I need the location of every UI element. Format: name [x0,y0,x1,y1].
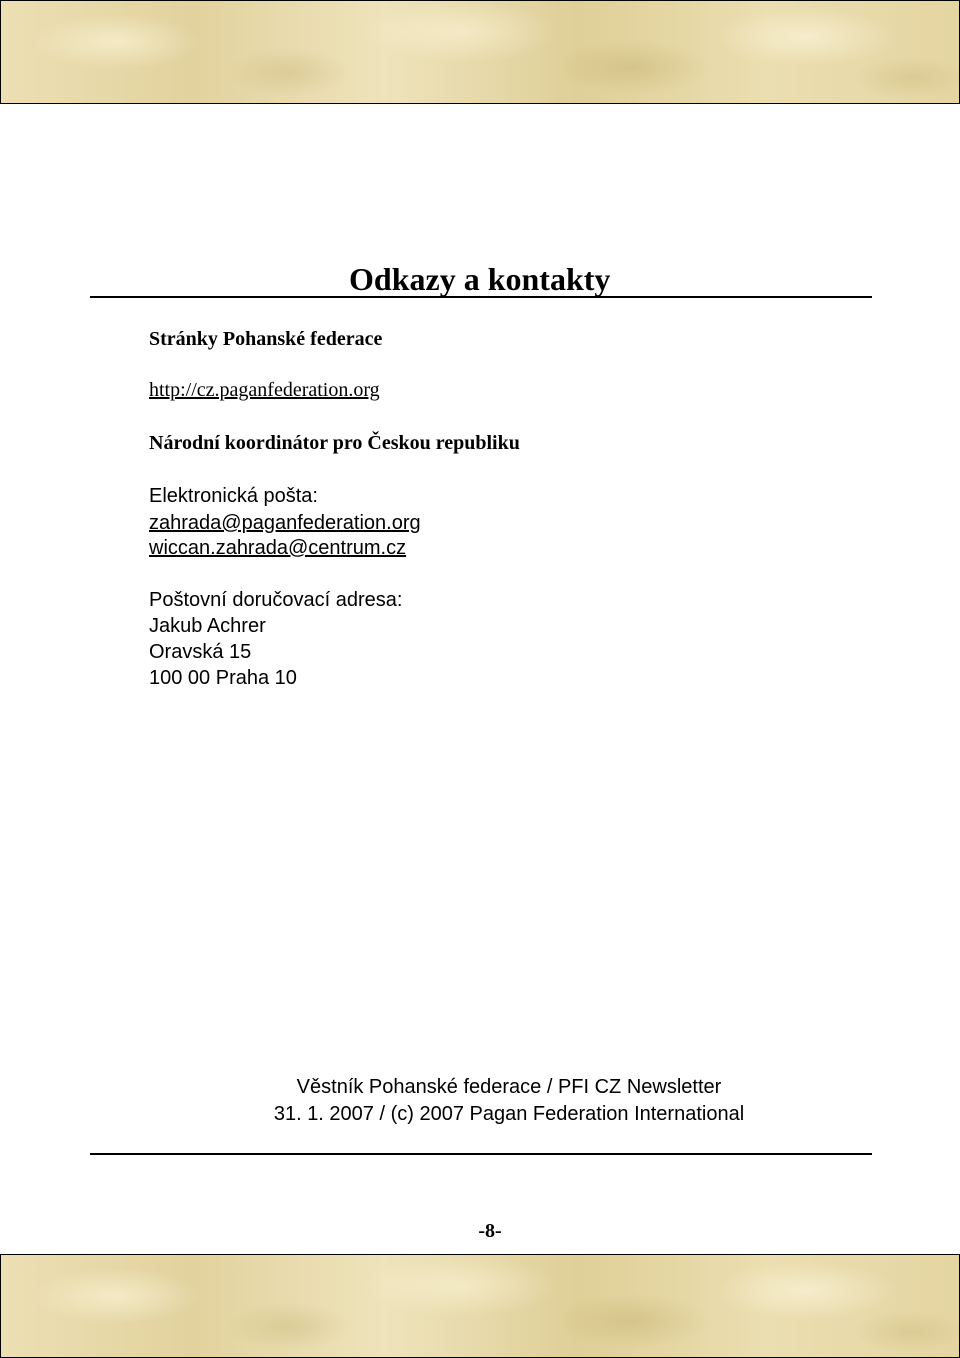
title-rule [90,296,872,298]
email-link-secondary[interactable]: wiccan.zahrada@centrum.cz [149,537,407,559]
page-title: Odkazy a kontakty [349,261,611,297]
parchment-header-band [0,0,960,104]
footer-rule [90,1153,872,1155]
footer-copyright: 31. 1. 2007 / (c) 2007 Pagan Federation International [273,1103,745,1125]
email-link-primary[interactable]: zahrada@paganfederation.org [149,512,421,534]
footer-newsletter-title: Věstník Pohanské federace / PFI CZ Newsletter [296,1076,722,1098]
federation-section-title: Stránky Pohanské federace [149,328,383,350]
federation-url-link[interactable]: http://cz.paganfederation.org [149,379,380,401]
page-number: -8- [478,1220,502,1242]
address-name: Jakub Achrer [149,615,266,637]
address-city: 100 00 Praha 10 [149,667,297,689]
parchment-footer-band [0,1254,960,1358]
address-street: Oravská 15 [149,641,252,663]
coordinator-section-title: Národní koordinátor pro Českou republiku [149,432,520,454]
postal-label: Poštovní doručovací adresa: [149,589,403,611]
email-label: Elektronická pošta: [149,485,318,507]
